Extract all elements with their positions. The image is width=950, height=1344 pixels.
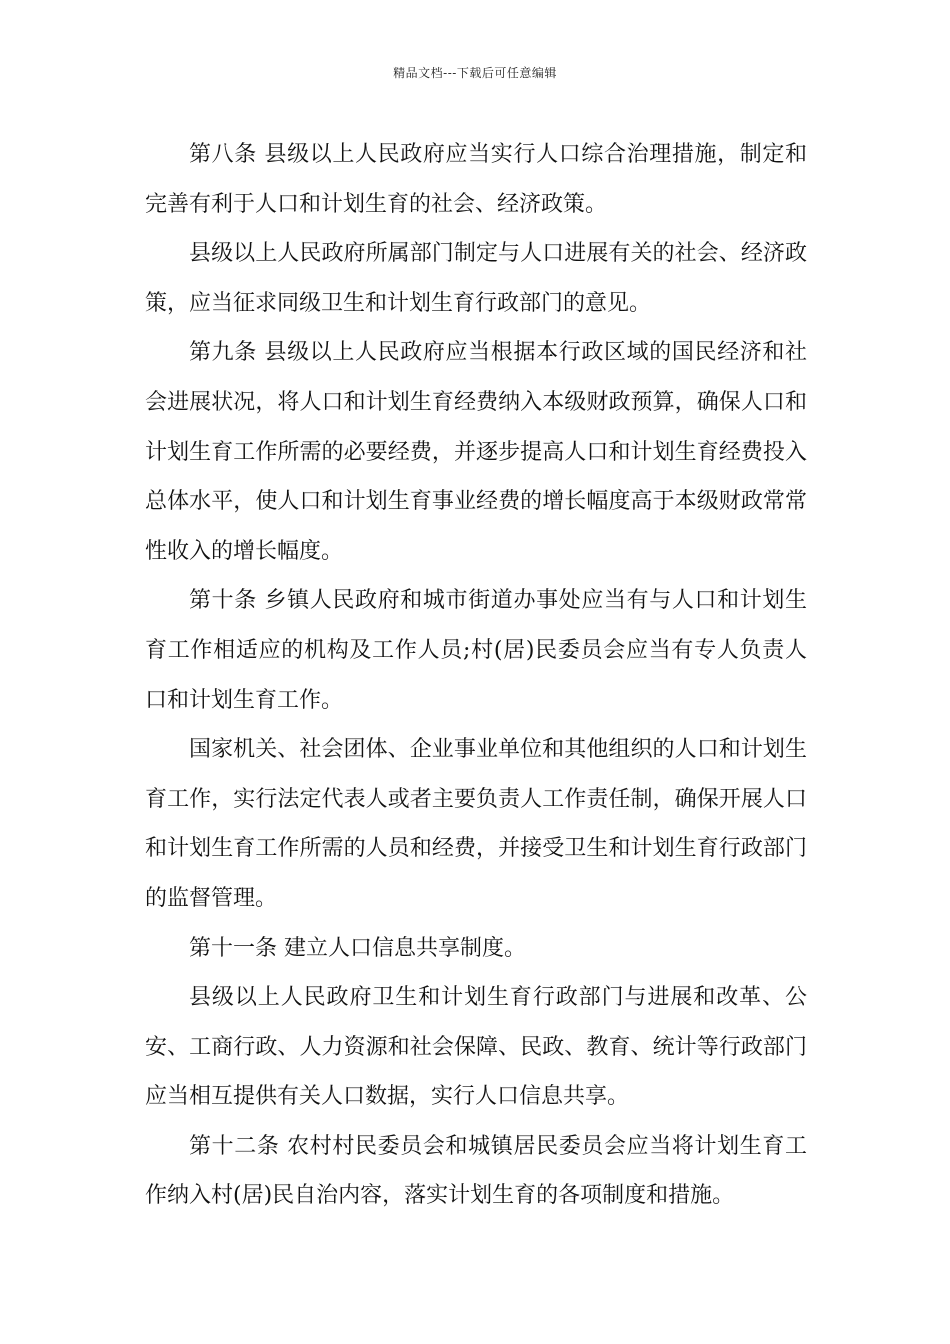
paragraph-article-11-data-sharing: 县级以上人民政府卫生和计划生育行政部门与进展和改革、公安、工商行政、人力资源和社会保障、民政、教育、统计等行政部门应当相互提供有关人口数据，实行人口信息共享。 [145, 985, 807, 1110]
paragraph-article-11: 第十一条 建立人口信息共享制度。 [189, 935, 526, 961]
paragraph-article-10-organizations: 国家机关、社会团体、企业事业单位和其他组织的人口和计划生育工作，实行法定代表人或者主要负责人工作责任制，确保开展人口和计划生育工作所需的人员和经费，并接受卫生和计划生育行政部门的监督管理。 [145, 737, 807, 911]
paragraph-article-8-dept-policy: 县级以上人民政府所属部门制定与人口进展有关的社会、经济政策，应当征求同级卫生和计划生育行政部门的意见。 [145, 241, 807, 316]
page-header: 精品文档---下载后可任意编辑 [393, 66, 557, 80]
document-body [145, 130, 807, 1221]
paragraph-article-8: 第八条 县级以上人民政府应当实行人口综合治理措施，制定和完善有利于人口和计划生育的社会、经济政策。 [145, 142, 807, 217]
paragraph-article-12: 第十二条 农村村民委员会和城镇居民委员会应当将计划生育工作纳入村(居)民自治内容，落实计划生育的各项制度和措施。 [145, 1133, 807, 1209]
paragraph-article-10: 第十条 乡镇人民政府和城市街道办事处应当有与人口和计划生育工作相适应的机构及工作人员;村(居)民委员会应当有专人负责人口和计划生育工作。 [145, 588, 807, 713]
paragraph-article-9: 第九条 县级以上人民政府应当根据本行政区域的国民经济和社会进展状况，将人口和计划生育经费纳入本级财政预算，确保人口和计划生育工作所需的必要经费，并逐步提高人口和计划生育经费投入总体水平，使人口和计划生育事业经费的增长幅度高于本级财政常常性收入的增长幅度。 [145, 340, 807, 564]
